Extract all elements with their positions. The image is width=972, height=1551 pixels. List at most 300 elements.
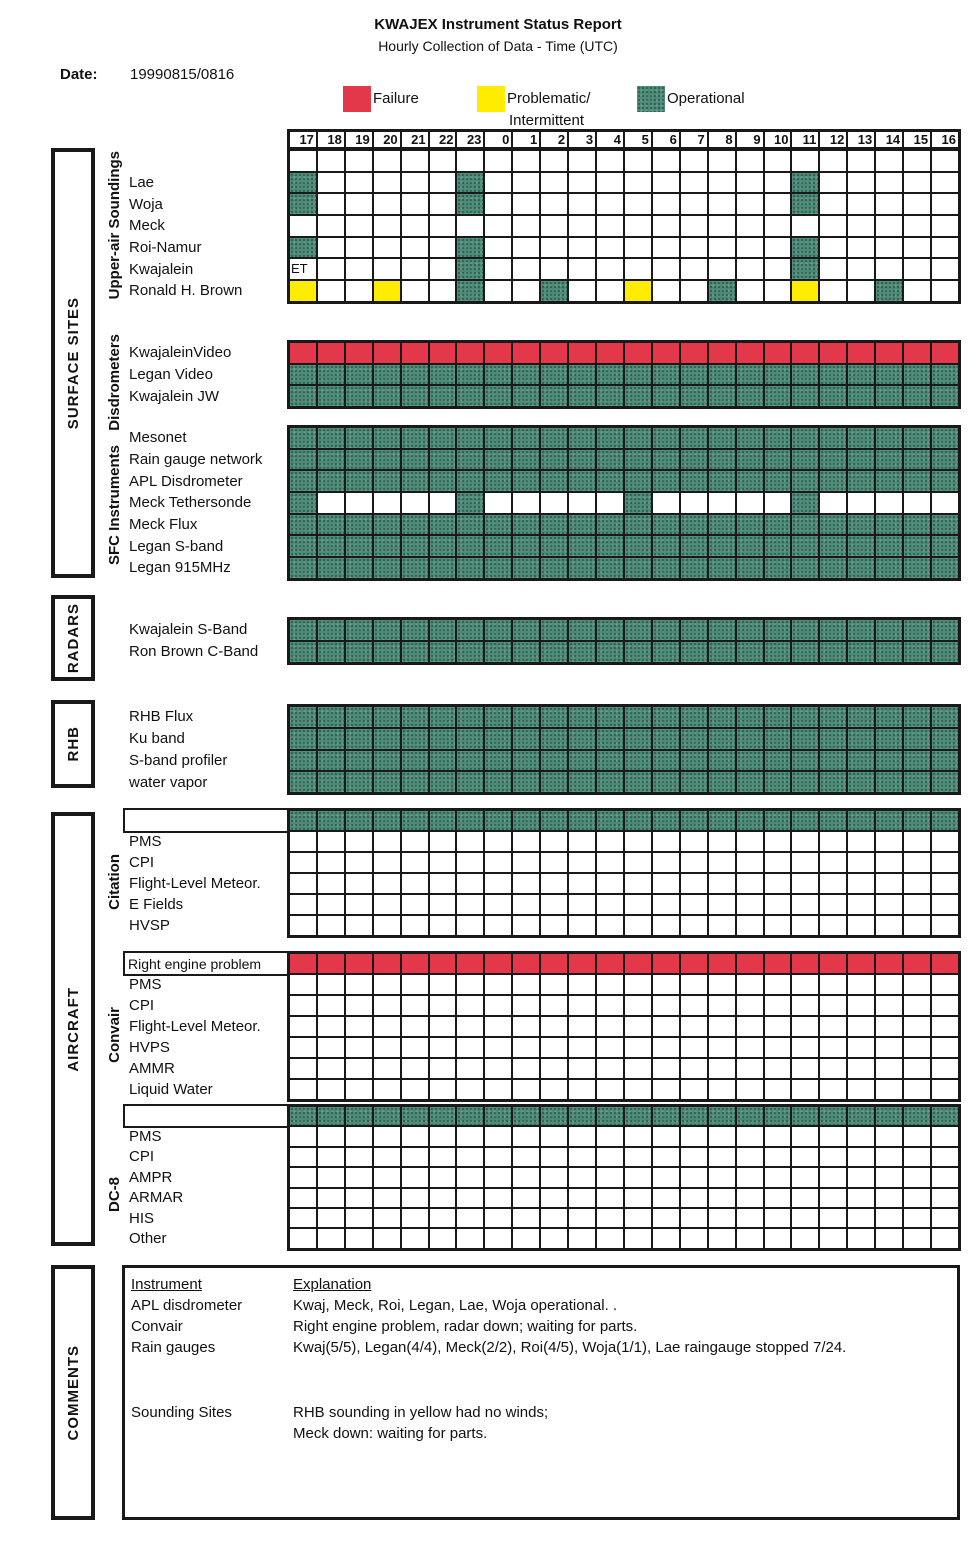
status-cell [624,258,652,280]
status-cell [847,831,875,852]
status-cell: ET [289,258,317,280]
comments-header-row [125,1274,957,1295]
status-cell [289,706,317,728]
status-cell [289,215,317,237]
status-cell [373,258,401,280]
status-cell [401,894,429,915]
status-cell [429,750,457,772]
status-cell [708,995,736,1016]
status-cell [373,974,401,995]
status-cell [652,385,680,407]
status-cell [652,449,680,471]
status-cell [512,894,540,915]
status-cell [540,810,568,831]
status-cell [680,514,708,536]
status-cell [456,237,484,259]
status-cell [373,771,401,793]
status-cell [708,385,736,407]
status-cell [484,1079,512,1100]
status-cell [624,852,652,873]
status-cell [624,728,652,750]
status-cell [317,557,345,579]
status-cell [401,915,429,936]
status-cell [596,1208,624,1228]
status-cell [373,1058,401,1079]
status-cell [764,1037,792,1058]
status-cell [708,557,736,579]
status-cell [652,150,680,172]
status-cell [317,237,345,259]
status-cell [931,535,959,557]
status-cell [540,894,568,915]
status-cell [875,728,903,750]
instrument-row [129,215,959,237]
hour-header-cell: 4 [596,131,624,148]
status-cell [764,1016,792,1037]
status-cell [624,470,652,492]
status-cell [624,1126,652,1146]
status-cell [875,915,903,936]
status-cell [373,1016,401,1037]
status-cell [875,1058,903,1079]
row-label: Kwajalein [129,260,194,278]
status-cell [736,894,764,915]
hour-header-cell: 16 [931,131,959,148]
status-cell [345,215,373,237]
status-cell [540,215,568,237]
status-cell [345,514,373,536]
status-cell [819,619,847,641]
status-cell [568,427,596,449]
status-cell [680,535,708,557]
status-cell [791,342,819,364]
status-cell [373,172,401,194]
status-cell [875,1167,903,1187]
status-cell [847,706,875,728]
status-cell [596,215,624,237]
status-cell [429,514,457,536]
status-cell [764,728,792,750]
status-cell [429,1188,457,1208]
status-cell [736,1126,764,1146]
status-cell [736,427,764,449]
status-cell [736,706,764,728]
status-cell [484,492,512,514]
status-cell [875,1228,903,1248]
status-cell [903,237,931,259]
status-cell [289,1058,317,1079]
status-cell [903,1147,931,1167]
status-cell [540,1058,568,1079]
status-cell [484,364,512,386]
status-cell [903,514,931,536]
status-cell [652,641,680,663]
status-cell [652,750,680,772]
status-cell [289,364,317,386]
status-cell [764,364,792,386]
status-cell [596,619,624,641]
status-cell [791,873,819,894]
status-cell [903,1058,931,1079]
status-cell [847,619,875,641]
instrument-row [129,1079,959,1100]
instrument-row [289,810,959,831]
status-cell [791,557,819,579]
status-cell [736,1079,764,1100]
status-cell [931,810,959,831]
status-cell [568,852,596,873]
status-cell [317,894,345,915]
status-cell [289,1016,317,1037]
hour-header-cell: 21 [401,131,429,148]
status-cell [568,619,596,641]
status-cell [764,995,792,1016]
status-cell [568,150,596,172]
status-cell [317,1208,345,1228]
status-cell [736,1058,764,1079]
status-cell [931,894,959,915]
status-cell [680,215,708,237]
instrument-row [129,1016,959,1037]
status-cell [819,953,847,974]
status-cell [764,470,792,492]
rhb-box [51,700,95,788]
instrument-row [129,852,959,873]
status-cell [847,1167,875,1187]
status-cell [819,831,847,852]
status-cell [317,1167,345,1187]
status-cell [345,258,373,280]
row-label: ARMAR [129,1189,184,1207]
comment-instrument: Sounding Sites [131,1404,232,1421]
hour-header-cell: 8 [708,131,736,148]
status-cell [512,1079,540,1100]
instrument-row [129,1058,959,1079]
status-cell [289,995,317,1016]
status-cell [875,974,903,995]
status-cell [373,280,401,302]
status-cell [652,492,680,514]
status-cell [484,1147,512,1167]
status-cell [401,1016,429,1037]
row-label: HIS [129,1209,155,1227]
status-cell [652,514,680,536]
status-cell [819,641,847,663]
status-cell [456,1188,484,1208]
status-cell [624,342,652,364]
status-cell [345,385,373,407]
status-cell [345,1228,373,1248]
status-cell [317,810,345,831]
status-cell [624,619,652,641]
status-cell [345,619,373,641]
status-cell [345,193,373,215]
status-cell [456,953,484,974]
status-cell [456,995,484,1016]
status-cell [875,557,903,579]
status-cell [875,449,903,471]
status-cell [596,873,624,894]
status-cell [317,449,345,471]
status-cell [652,1079,680,1100]
status-cell [484,641,512,663]
status-cell [345,342,373,364]
status-cell [764,1228,792,1248]
status-cell [429,1208,457,1228]
status-cell [345,1079,373,1100]
status-cell [596,750,624,772]
status-cell [847,641,875,663]
status-cell [931,514,959,536]
status-cell [624,1058,652,1079]
status-cell [512,492,540,514]
status-cell [429,1079,457,1100]
status-cell [764,1079,792,1100]
status-cell [596,150,624,172]
status-cell [429,1228,457,1248]
status-cell [568,215,596,237]
status-cell [512,150,540,172]
status-cell [401,641,429,663]
status-cell [708,1167,736,1187]
status-cell [791,237,819,259]
status-cell [708,492,736,514]
status-cell [791,427,819,449]
status-cell [596,280,624,302]
status-cell [456,1058,484,1079]
status-cell [903,728,931,750]
status-cell [317,385,345,407]
status-cell [568,873,596,894]
status-cell [568,1188,596,1208]
status-cell [540,995,568,1016]
status-cell [568,1037,596,1058]
status-cell [819,492,847,514]
status-cell [791,280,819,302]
sfc-instruments-grid [129,425,961,581]
status-cell [512,342,540,364]
status-cell [708,150,736,172]
status-cell [847,449,875,471]
status-cell [512,449,540,471]
status-cell [708,831,736,852]
status-cell [708,280,736,302]
status-cell [708,641,736,663]
status-cell [708,1126,736,1146]
status-cell [568,771,596,793]
row-label: HVPS [129,1039,170,1056]
status-cell [736,492,764,514]
status-cell [764,810,792,831]
status-cell [568,1147,596,1167]
status-cell [847,953,875,974]
status-cell [596,449,624,471]
status-cell [652,1147,680,1167]
status-cell [401,1079,429,1100]
hour-header-cell: 9 [736,131,764,148]
instrument-row [129,427,959,449]
row-label: Meck [129,217,165,235]
comment-row [125,1337,957,1358]
status-cell [540,1037,568,1058]
status-cell [791,193,819,215]
status-cell [429,1037,457,1058]
status-cell [652,873,680,894]
status-cell [401,215,429,237]
status-cell [791,915,819,936]
status-cell [791,641,819,663]
status-cell [401,1228,429,1248]
row-label: Kwajalein S-Band [129,621,248,639]
status-cell [373,1106,401,1126]
status-cell [512,1147,540,1167]
status-cell [624,385,652,407]
status-cell [791,1208,819,1228]
status-cell [624,514,652,536]
status-cell [456,873,484,894]
instrument-row [128,953,959,974]
status-cell [512,535,540,557]
status-cell [680,150,708,172]
status-cell [512,1208,540,1228]
status-cell [373,193,401,215]
status-cell [847,728,875,750]
instrument-row [129,728,959,750]
status-cell [540,258,568,280]
instrument-row [129,342,959,364]
status-cell [540,974,568,995]
hour-header-cell: 5 [624,131,652,148]
status-cell [401,810,429,831]
status-cell [931,385,959,407]
status-cell [680,193,708,215]
status-cell [317,280,345,302]
status-cell [540,492,568,514]
status-cell [875,470,903,492]
status-cell [596,728,624,750]
status-cell [317,1228,345,1248]
status-cell [373,1188,401,1208]
status-cell [708,449,736,471]
legend-failure-label: Failure [373,90,419,107]
status-cell [931,449,959,471]
status-cell [317,470,345,492]
status-cell [289,641,317,663]
status-cell [401,873,429,894]
hour-header-cell: 3 [568,131,596,148]
status-cell [624,1208,652,1228]
status-cell [596,771,624,793]
hour-header-cell: 0 [484,131,512,148]
status-cell [791,535,819,557]
status-cell [708,894,736,915]
row-label: Mesonet [129,429,187,447]
status-cell [373,750,401,772]
status-cell [624,492,652,514]
status-cell [736,750,764,772]
status-cell [540,449,568,471]
status-cell [708,237,736,259]
status-cell [819,706,847,728]
instrument-row [289,1106,959,1126]
status-cell [429,995,457,1016]
page-subtitle: Hourly Collection of Data - Time (UTC) [378,38,618,54]
status-cell [819,449,847,471]
status-cell [484,1188,512,1208]
status-cell [624,771,652,793]
instrument-row [289,150,959,172]
status-cell [847,557,875,579]
status-cell [317,831,345,852]
status-cell [596,995,624,1016]
status-cell [875,1079,903,1100]
status-cell [484,1126,512,1146]
status-cell [345,427,373,449]
status-cell [847,1208,875,1228]
status-cell [345,1167,373,1187]
status-cell [708,953,736,974]
status-cell [484,150,512,172]
status-cell [736,619,764,641]
status-cell [819,280,847,302]
status-cell [456,771,484,793]
status-cell [568,706,596,728]
status-cell [903,557,931,579]
instrument-row [129,915,959,936]
status-cell [373,810,401,831]
status-cell [289,342,317,364]
status-cell [429,342,457,364]
instrument-row [129,974,959,995]
status-cell [373,364,401,386]
hour-header-cell: 10 [764,131,792,148]
status-cell [652,1188,680,1208]
status-cell [624,810,652,831]
status-cell [429,237,457,259]
status-cell [289,150,317,172]
row-label: Ku band [129,730,185,748]
status-cell [289,831,317,852]
status-cell [373,852,401,873]
status-cell [791,1228,819,1248]
status-cell [652,1167,680,1187]
status-cell [875,385,903,407]
status-cell [903,1106,931,1126]
status-cell [401,1167,429,1187]
status-cell [708,771,736,793]
status-cell [429,1147,457,1167]
status-cell [791,1016,819,1037]
status-cell [903,385,931,407]
status-cell [875,852,903,873]
status-cell [847,1079,875,1100]
status-cell [512,557,540,579]
comment-explanation: Kwaj, Meck, Roi, Legan, Lae, Woja operational. . [293,1297,618,1314]
status-cell [540,1016,568,1037]
status-cell [540,427,568,449]
citation-grid [129,808,961,938]
status-cell [875,750,903,772]
status-cell [652,915,680,936]
instrument-row [129,514,959,536]
status-cell [373,237,401,259]
status-cell [736,974,764,995]
status-cell [540,364,568,386]
status-cell [764,193,792,215]
status-cell [791,150,819,172]
status-cell [847,873,875,894]
status-cell [429,852,457,873]
